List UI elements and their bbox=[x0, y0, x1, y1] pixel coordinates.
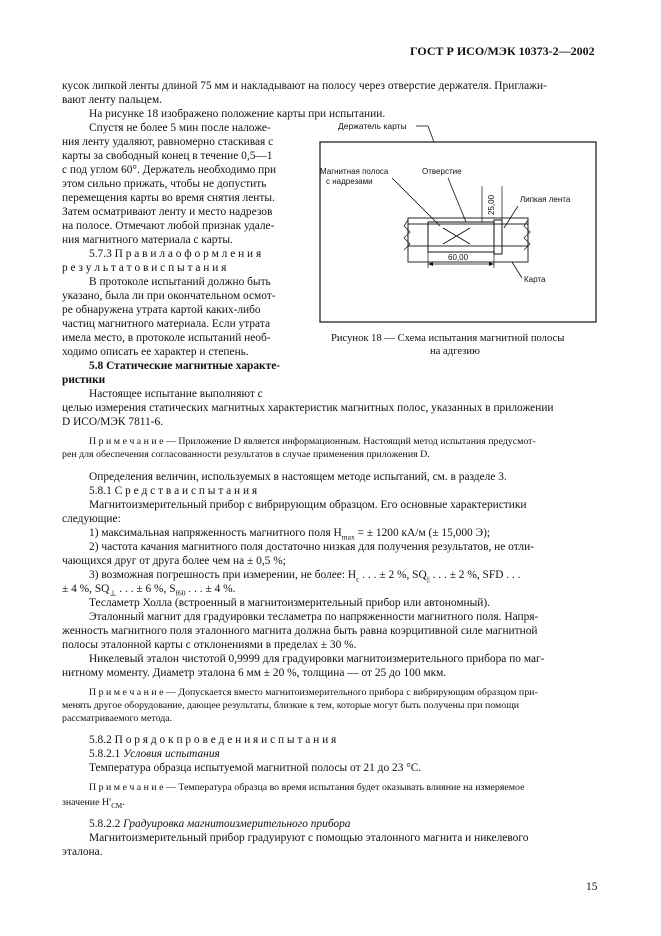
note-3-cont: значение $H'_{CM}$. bbox=[62, 797, 125, 810]
figure-caption: Рисунок 18 — Схема испытания магнитной полосы bbox=[331, 333, 565, 344]
note-3: П р и м е ч а н и е — Температура образца во время испытания будет оказывать влияние на измеряемое bbox=[89, 782, 525, 793]
section-heading-573: 5.7.3 П р а в и л а о ф о р м л е н и я bbox=[89, 248, 262, 260]
label-tape: Липкая лента bbox=[520, 195, 571, 204]
page-number: 15 bbox=[586, 881, 598, 893]
section-heading-582: 5.8.2 П о р я д о к п р о в е д е н и я и с п ы т а н и я bbox=[89, 734, 337, 746]
label-strip: Магнитная полоса bbox=[320, 167, 389, 176]
para-line: Эталонный магнит для градуировки тесламетра по напряженности магнитного поля. Напря- bbox=[89, 611, 539, 623]
running-header: ГОСТ Р ИСО/МЭК 10373-2—2002 bbox=[410, 44, 595, 58]
list-item-2-cont: чающихся друг от друга более чем на ± 0,5 %; bbox=[62, 555, 286, 567]
figure-18-diagram bbox=[308, 116, 600, 328]
section-heading-58: 5.8 Статические магнитные характе- bbox=[89, 360, 281, 372]
figure-reference: На рисунке 18 изображено положение карты при испытании. bbox=[89, 108, 386, 120]
para-line: на полосе. Отмечают любой признак удале- bbox=[62, 220, 275, 232]
para-line: нитному моменту. Диаметр эталона 6 мм ± 20 %, толщина — от 25 до 100 мкм. bbox=[62, 667, 447, 679]
para-line: Температура образца испытуемой магнитной полосы от 21 до 23 °С. bbox=[89, 762, 422, 774]
list-item-3: 3) возможная погрешность при измерении, не более: $H_c$ . . . ± 2 %, $SQ_{||}$ . . . ± 2 %, SFD . . . bbox=[89, 569, 521, 584]
figure-caption-cont: на адгезию bbox=[430, 346, 480, 357]
para-line: Настоящее испытание выполняют с bbox=[89, 388, 263, 400]
para-line: полосы эталонной карты с отклонениями в пределах ± 30 %. bbox=[62, 639, 357, 651]
para-line: ния магнитного материала с карты. bbox=[62, 234, 233, 246]
note-2-cont: рассматриваемого метода. bbox=[62, 713, 173, 724]
para-line: следующие: bbox=[62, 513, 121, 525]
note-1: П р и м е ч а н и е — Приложение D является информационным. Настоящий метод испытания предусмот- bbox=[89, 436, 536, 447]
para-line: перемещения карты во время снятия ленты. bbox=[62, 192, 275, 204]
label-holder: Держатель карты bbox=[338, 121, 407, 131]
para-line: Тесламетр Холла (встроенный в магнитоизмерительный прибор или автономный). bbox=[89, 597, 491, 609]
para-line: целью измерения статических магнитных характеристик магнитных полос, указанных в приложении bbox=[62, 402, 554, 414]
para-line: эталона. bbox=[62, 846, 103, 858]
intro-line: вают ленту пальцем. bbox=[62, 94, 163, 106]
label-card: Карта bbox=[524, 275, 546, 284]
para-line: Магнитоизмерительный прибор градуируют с помощью эталонного магнита и никелевого bbox=[89, 832, 529, 844]
list-item-1: 1) максимальная напряженность магнитного поля $H_{max}$ = ± 1200 кА/м (± 15,000 Э); bbox=[89, 527, 491, 542]
label-strip-2: с надрезами bbox=[326, 177, 373, 186]
note-2: П р и м е ч а н и е — Допускается вместо магнитоизмерительного прибора с вибрирующим образцом при- bbox=[89, 687, 538, 698]
adhesive-tape bbox=[494, 220, 502, 254]
para-line: Магнитоизмерительный прибор с вибрирующим образцом. Его основные характеристики bbox=[89, 499, 527, 511]
note-2-cont: менять другое оборудование, дающее результаты, близкие к тем, которые могут быть получены при помощи bbox=[62, 700, 520, 711]
para-line: D ИСО/МЭК 7811-6. bbox=[62, 416, 164, 428]
para-line: частиц магнитного материала. Если утрата bbox=[62, 318, 270, 330]
para-line: женность магнитного поля эталонного магнита должна быть равна коэрцитивной силе магнитной bbox=[62, 625, 538, 637]
para-line: указано, была ли при окончательном осмот- bbox=[62, 290, 276, 302]
para-line: ходимо описать ее характер и степень. bbox=[62, 346, 249, 358]
section-heading-5822: 5.8.2.2 Градуировка магнитоизмерительного прибора bbox=[89, 818, 351, 830]
section-heading-58-cont: ристики bbox=[62, 374, 106, 386]
section-heading-581: 5.8.1 С р е д с т в а и с п ы т а н и я bbox=[89, 485, 258, 497]
note-1-cont: рен для обеспечения согласованности результатов в случае применения приложения D. bbox=[62, 449, 430, 460]
list-item-2: 2) частота качания магнитного поля достаточно низкая для получения результатов, не отли- bbox=[89, 541, 534, 553]
list-item-3-cont: ± 4 %, $SQ_\perp$ . . . ± 6 %, $S_{f60}$ . . . ± 4 %. bbox=[62, 583, 236, 598]
para-line: имела место, в протоколе испытаний необ- bbox=[62, 332, 271, 344]
para-line: Затем осматривают ленту и место надрезов bbox=[62, 206, 273, 218]
holder-hole bbox=[428, 222, 494, 252]
section-heading-573-cont: р е з у л ь т а т о в и с п ы т а н и я bbox=[62, 262, 227, 274]
para-line: с под углом 60°. Держатель необходимо при bbox=[62, 164, 277, 176]
label-hole: Отверстие bbox=[422, 167, 462, 176]
para-line: Спустя не более 5 мин после наложе- bbox=[89, 122, 271, 134]
para-line: ре обнаружена утрата картой каких-либо bbox=[62, 304, 261, 316]
para-line: ния ленту удаляют, равномерно стаскивая с bbox=[62, 136, 274, 148]
dim-width: 60,00 bbox=[448, 253, 469, 262]
dim-height: 25,00 bbox=[487, 194, 496, 215]
para-line: Определения величин, используемых в настоящем методе испытаний, см. в разделе 3. bbox=[89, 471, 507, 483]
para-line: карты за свободный конец в течение 0,5—1 bbox=[62, 150, 273, 162]
section-heading-5821: 5.8.2.1 Условия испытания bbox=[89, 748, 220, 760]
para-line: Никелевый эталон чистотой 0,9999 для градуировки магнитоизмерительного прибора по маг- bbox=[89, 653, 545, 665]
para-line: В протоколе испытаний должно быть bbox=[89, 276, 271, 288]
para-line: этом сильно прижать, чтобы не допустить bbox=[62, 178, 267, 190]
intro-line: кусок липкой ленты длиной 75 мм и накладывают на полосу через отверстие держателя. Приглажи- bbox=[62, 80, 547, 92]
